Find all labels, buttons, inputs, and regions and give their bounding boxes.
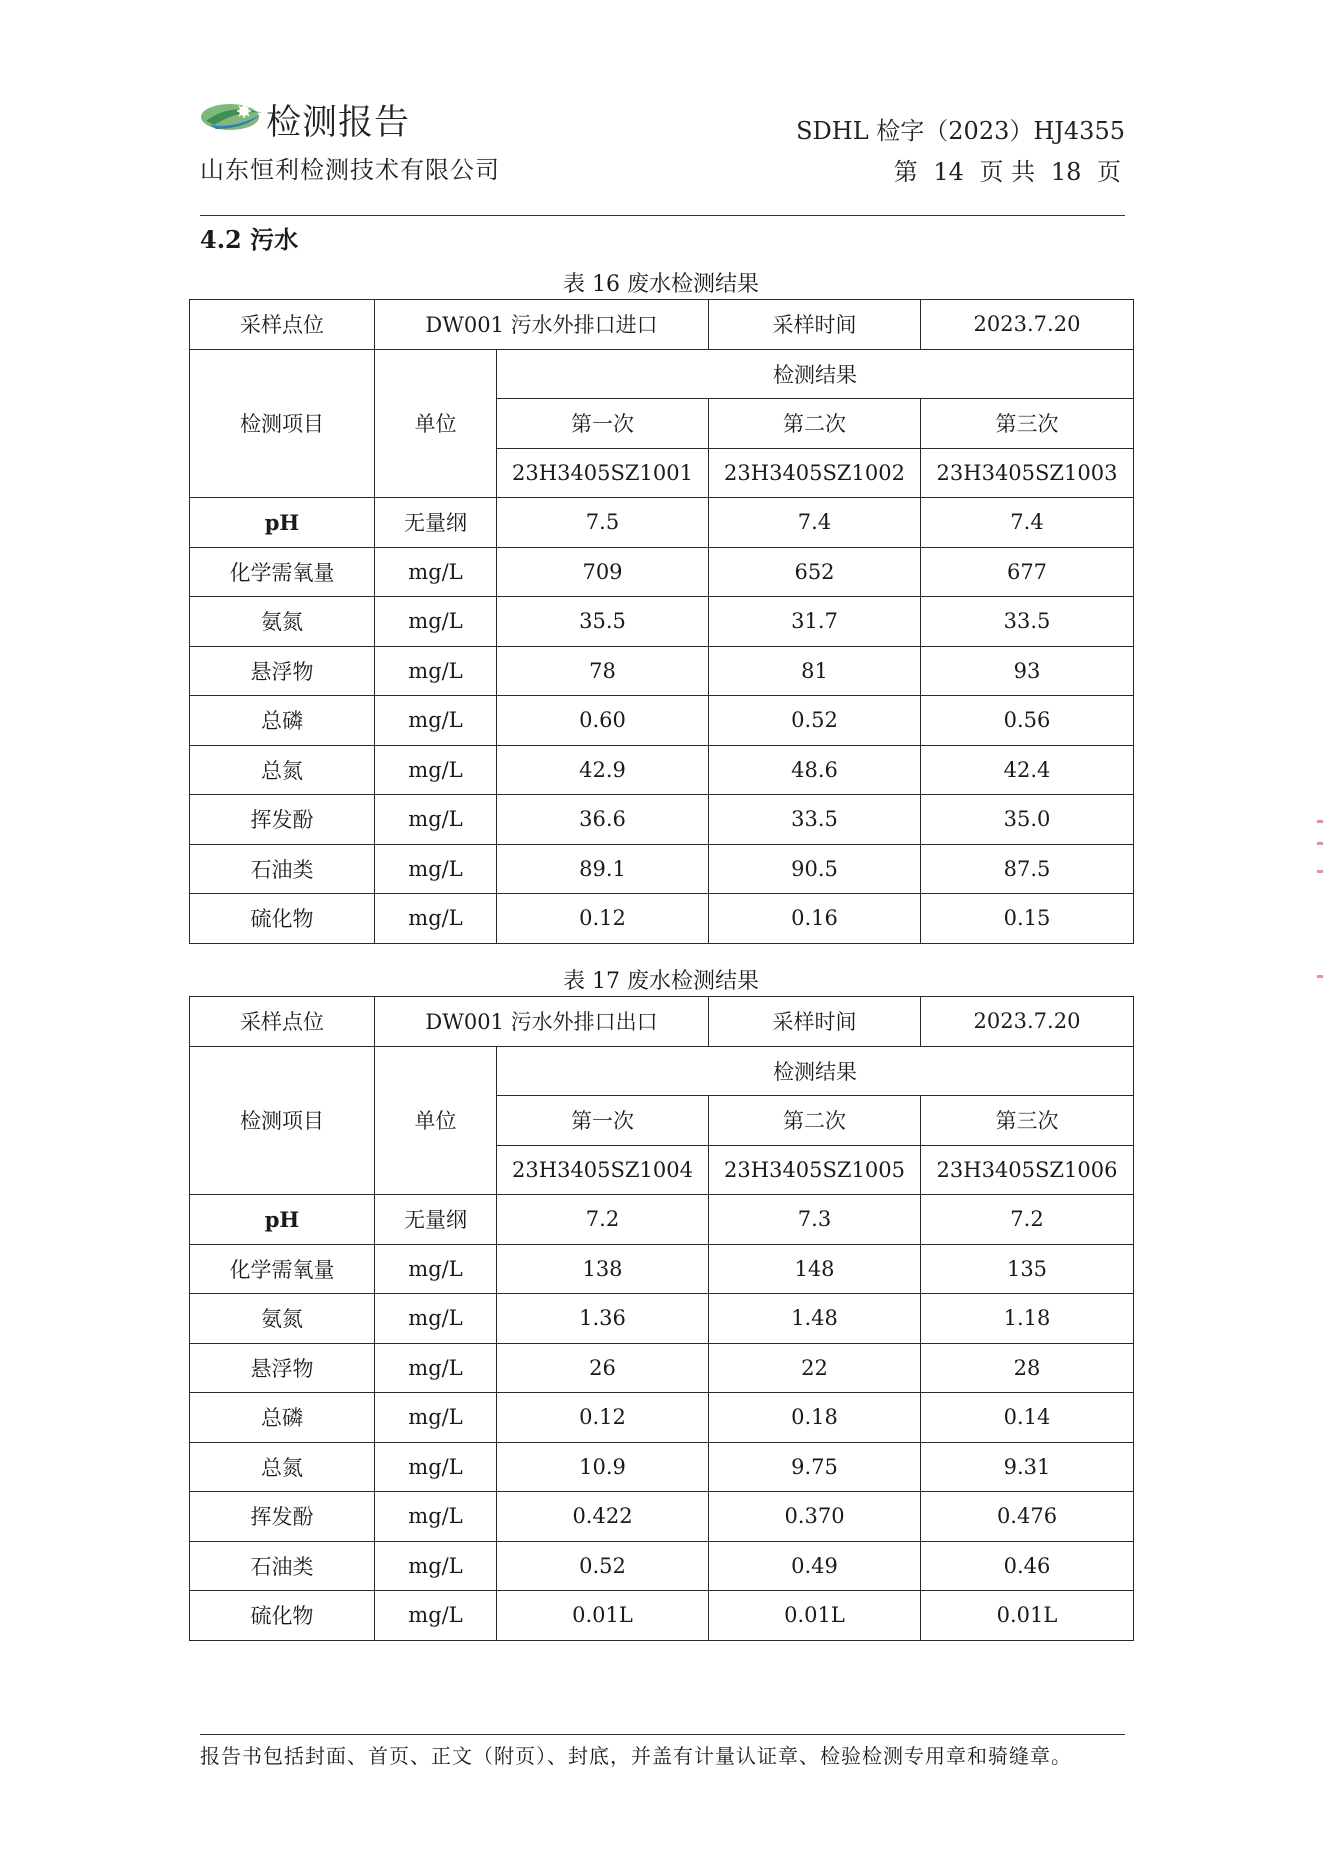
time-label: 采样时间: [709, 997, 921, 1047]
item-cell: 硫化物: [190, 894, 375, 944]
seal-edge-mark: [1317, 820, 1323, 823]
run-header: 第一次: [497, 1096, 709, 1146]
table-row: [190, 894, 1134, 944]
value-cell: 7.2: [921, 1195, 1134, 1245]
item-cell: 挥发酚: [190, 795, 375, 845]
table-row: [190, 1195, 1134, 1245]
seal-edge-mark: [1317, 870, 1323, 873]
value-cell: 7.4: [709, 498, 921, 548]
table-row: [190, 1244, 1134, 1294]
item-cell: 氨氮: [190, 597, 375, 647]
item-cell: 石油类: [190, 1541, 375, 1591]
value-cell: 1.36: [497, 1294, 709, 1344]
company-name: 山东恒利检测技术有限公司: [200, 156, 500, 184]
value-cell: 28: [921, 1343, 1134, 1393]
value-cell: 48.6: [709, 745, 921, 795]
footer-divider: [200, 1734, 1125, 1735]
site-value: DW001 污水外排口出口: [375, 997, 709, 1047]
site-label: 采样点位: [190, 997, 375, 1047]
unit-cell: mg/L: [375, 1591, 497, 1641]
value-cell: 148: [709, 1244, 921, 1294]
value-cell: 135: [921, 1244, 1134, 1294]
report-number: SDHL 检字（2023）HJ4355: [796, 117, 1125, 145]
value-cell: 677: [921, 547, 1134, 597]
unit-cell: mg/L: [375, 1442, 497, 1492]
value-cell: 0.49: [709, 1541, 921, 1591]
page-indicator: [890, 152, 1125, 187]
time-value: 2023.7.20: [921, 300, 1134, 350]
value-cell: 1.18: [921, 1294, 1134, 1344]
item-cell: 硫化物: [190, 1591, 375, 1641]
item-header: 检测项目: [190, 1046, 375, 1195]
page-middle: 页 共: [979, 158, 1036, 186]
unit-header: 单位: [375, 1046, 497, 1195]
table-row: [190, 1294, 1134, 1344]
item-cell: 挥发酚: [190, 1492, 375, 1542]
table-row: [190, 745, 1134, 795]
value-cell: 0.60: [497, 696, 709, 746]
value-cell: 90.5: [709, 844, 921, 894]
time-value: 2023.7.20: [921, 997, 1134, 1047]
item-cell: 总氮: [190, 1442, 375, 1492]
item-cell: 悬浮物: [190, 1343, 375, 1393]
run-header: 第二次: [709, 1096, 921, 1146]
value-cell: 0.370: [709, 1492, 921, 1542]
value-cell: 9.31: [921, 1442, 1134, 1492]
unit-cell: mg/L: [375, 745, 497, 795]
sample-id: 23H3405SZ1001: [497, 448, 709, 498]
table-row: [190, 547, 1134, 597]
unit-cell: 无量纲: [375, 1195, 497, 1245]
value-cell: 93: [921, 646, 1134, 696]
item-cell: 化学需氧量: [190, 1244, 375, 1294]
unit-cell: mg/L: [375, 597, 497, 647]
value-cell: 7.3: [709, 1195, 921, 1245]
item-cell: pH: [190, 1195, 375, 1245]
unit-cell: mg/L: [375, 894, 497, 944]
seal-edge-mark: [1317, 975, 1323, 978]
table-caption: 表 16 废水检测结果: [563, 272, 759, 297]
table-row: [190, 498, 1134, 548]
page-total: 18: [1050, 158, 1082, 186]
site-value: DW001 污水外排口进口: [375, 300, 709, 350]
value-cell: 81: [709, 646, 921, 696]
value-cell: 35.5: [497, 597, 709, 647]
table-row: [190, 1442, 1134, 1492]
table-row: [190, 1541, 1134, 1591]
run-header: 第二次: [709, 399, 921, 449]
value-cell: 33.5: [709, 795, 921, 845]
value-cell: 0.01L: [921, 1591, 1134, 1641]
unit-cell: 无量纲: [375, 498, 497, 548]
table-row: [190, 300, 1134, 350]
table-row: [190, 844, 1134, 894]
item-cell: 总氮: [190, 745, 375, 795]
sample-id: 23H3405SZ1006: [921, 1145, 1134, 1195]
table-row: [190, 597, 1134, 647]
results-header: 检测结果: [497, 1046, 1134, 1096]
unit-header: 单位: [375, 349, 497, 498]
value-cell: 89.1: [497, 844, 709, 894]
unit-cell: mg/L: [375, 1393, 497, 1443]
value-cell: 709: [497, 547, 709, 597]
value-cell: 0.01L: [497, 1591, 709, 1641]
site-label: 采样点位: [190, 300, 375, 350]
page-suffix: 页: [1097, 158, 1121, 186]
value-cell: 0.56: [921, 696, 1134, 746]
value-cell: 0.422: [497, 1492, 709, 1542]
unit-cell: mg/L: [375, 1541, 497, 1591]
table-row: [190, 1591, 1134, 1641]
run-header: 第三次: [921, 399, 1134, 449]
value-cell: 42.4: [921, 745, 1134, 795]
unit-cell: mg/L: [375, 646, 497, 696]
value-cell: 0.12: [497, 894, 709, 944]
wastewater-results-table: [189, 996, 1134, 1641]
value-cell: 0.52: [497, 1541, 709, 1591]
item-header: 检测项目: [190, 349, 375, 498]
table-row: [190, 795, 1134, 845]
value-cell: 0.14: [921, 1393, 1134, 1443]
value-cell: 0.15: [921, 894, 1134, 944]
value-cell: 9.75: [709, 1442, 921, 1492]
seal-edge-mark: [1317, 842, 1323, 845]
table-row: [190, 696, 1134, 746]
section-title: 4.2 污水: [200, 225, 299, 254]
wastewater-results-table: [189, 299, 1134, 944]
table-row: [190, 1046, 1134, 1096]
sample-id: 23H3405SZ1002: [709, 448, 921, 498]
item-cell: 悬浮物: [190, 646, 375, 696]
value-cell: 7.2: [497, 1195, 709, 1245]
table-caption: 表 17 废水检测结果: [563, 969, 759, 994]
table-row: [190, 1492, 1134, 1542]
table-row: [190, 1393, 1134, 1443]
value-cell: 0.16: [709, 894, 921, 944]
table-row: [190, 1343, 1134, 1393]
unit-cell: mg/L: [375, 1343, 497, 1393]
run-header: 第一次: [497, 399, 709, 449]
value-cell: 22: [709, 1343, 921, 1393]
report-title: 检测报告: [266, 103, 411, 143]
value-cell: 7.4: [921, 498, 1134, 548]
page-prefix: 第: [893, 158, 918, 186]
unit-cell: mg/L: [375, 547, 497, 597]
value-cell: 652: [709, 547, 921, 597]
value-cell: 0.12: [497, 1393, 709, 1443]
value-cell: 42.9: [497, 745, 709, 795]
table-row: [190, 997, 1134, 1047]
unit-cell: mg/L: [375, 1244, 497, 1294]
unit-cell: mg/L: [375, 696, 497, 746]
value-cell: 0.52: [709, 696, 921, 746]
page-current: 14: [933, 158, 964, 186]
item-cell: 氨氮: [190, 1294, 375, 1344]
unit-cell: mg/L: [375, 844, 497, 894]
item-cell: 化学需氧量: [190, 547, 375, 597]
unit-cell: mg/L: [375, 795, 497, 845]
value-cell: 1.48: [709, 1294, 921, 1344]
header-divider: [200, 215, 1125, 216]
results-header: 检测结果: [497, 349, 1134, 399]
footer-note: 报告书包括封面、首页、正文（附页）、封底，并盖有计量认证章、检验检测专用章和骑缝章。: [200, 1744, 1072, 1768]
value-cell: 0.476: [921, 1492, 1134, 1542]
sample-id: 23H3405SZ1004: [497, 1145, 709, 1195]
unit-cell: mg/L: [375, 1294, 497, 1344]
sample-id: 23H3405SZ1003: [921, 448, 1134, 498]
value-cell: 36.6: [497, 795, 709, 845]
value-cell: 138: [497, 1244, 709, 1294]
item-cell: 石油类: [190, 844, 375, 894]
item-cell: 总磷: [190, 696, 375, 746]
value-cell: 7.5: [497, 498, 709, 548]
time-label: 采样时间: [709, 300, 921, 350]
run-header: 第三次: [921, 1096, 1134, 1146]
value-cell: 10.9: [497, 1442, 709, 1492]
value-cell: 78: [497, 646, 709, 696]
report-header: [200, 95, 1125, 195]
value-cell: 35.0: [921, 795, 1134, 845]
value-cell: 33.5: [921, 597, 1134, 647]
value-cell: 26: [497, 1343, 709, 1393]
unit-cell: mg/L: [375, 1492, 497, 1542]
value-cell: 0.46: [921, 1541, 1134, 1591]
table-row: [190, 349, 1134, 399]
value-cell: 31.7: [709, 597, 921, 647]
value-cell: 0.01L: [709, 1591, 921, 1641]
item-cell: 总磷: [190, 1393, 375, 1443]
value-cell: 0.18: [709, 1393, 921, 1443]
item-cell: pH: [190, 498, 375, 548]
table-row: [190, 646, 1134, 696]
leaf-globe-logo-icon: [200, 99, 266, 133]
sample-id: 23H3405SZ1005: [709, 1145, 921, 1195]
value-cell: 87.5: [921, 844, 1134, 894]
